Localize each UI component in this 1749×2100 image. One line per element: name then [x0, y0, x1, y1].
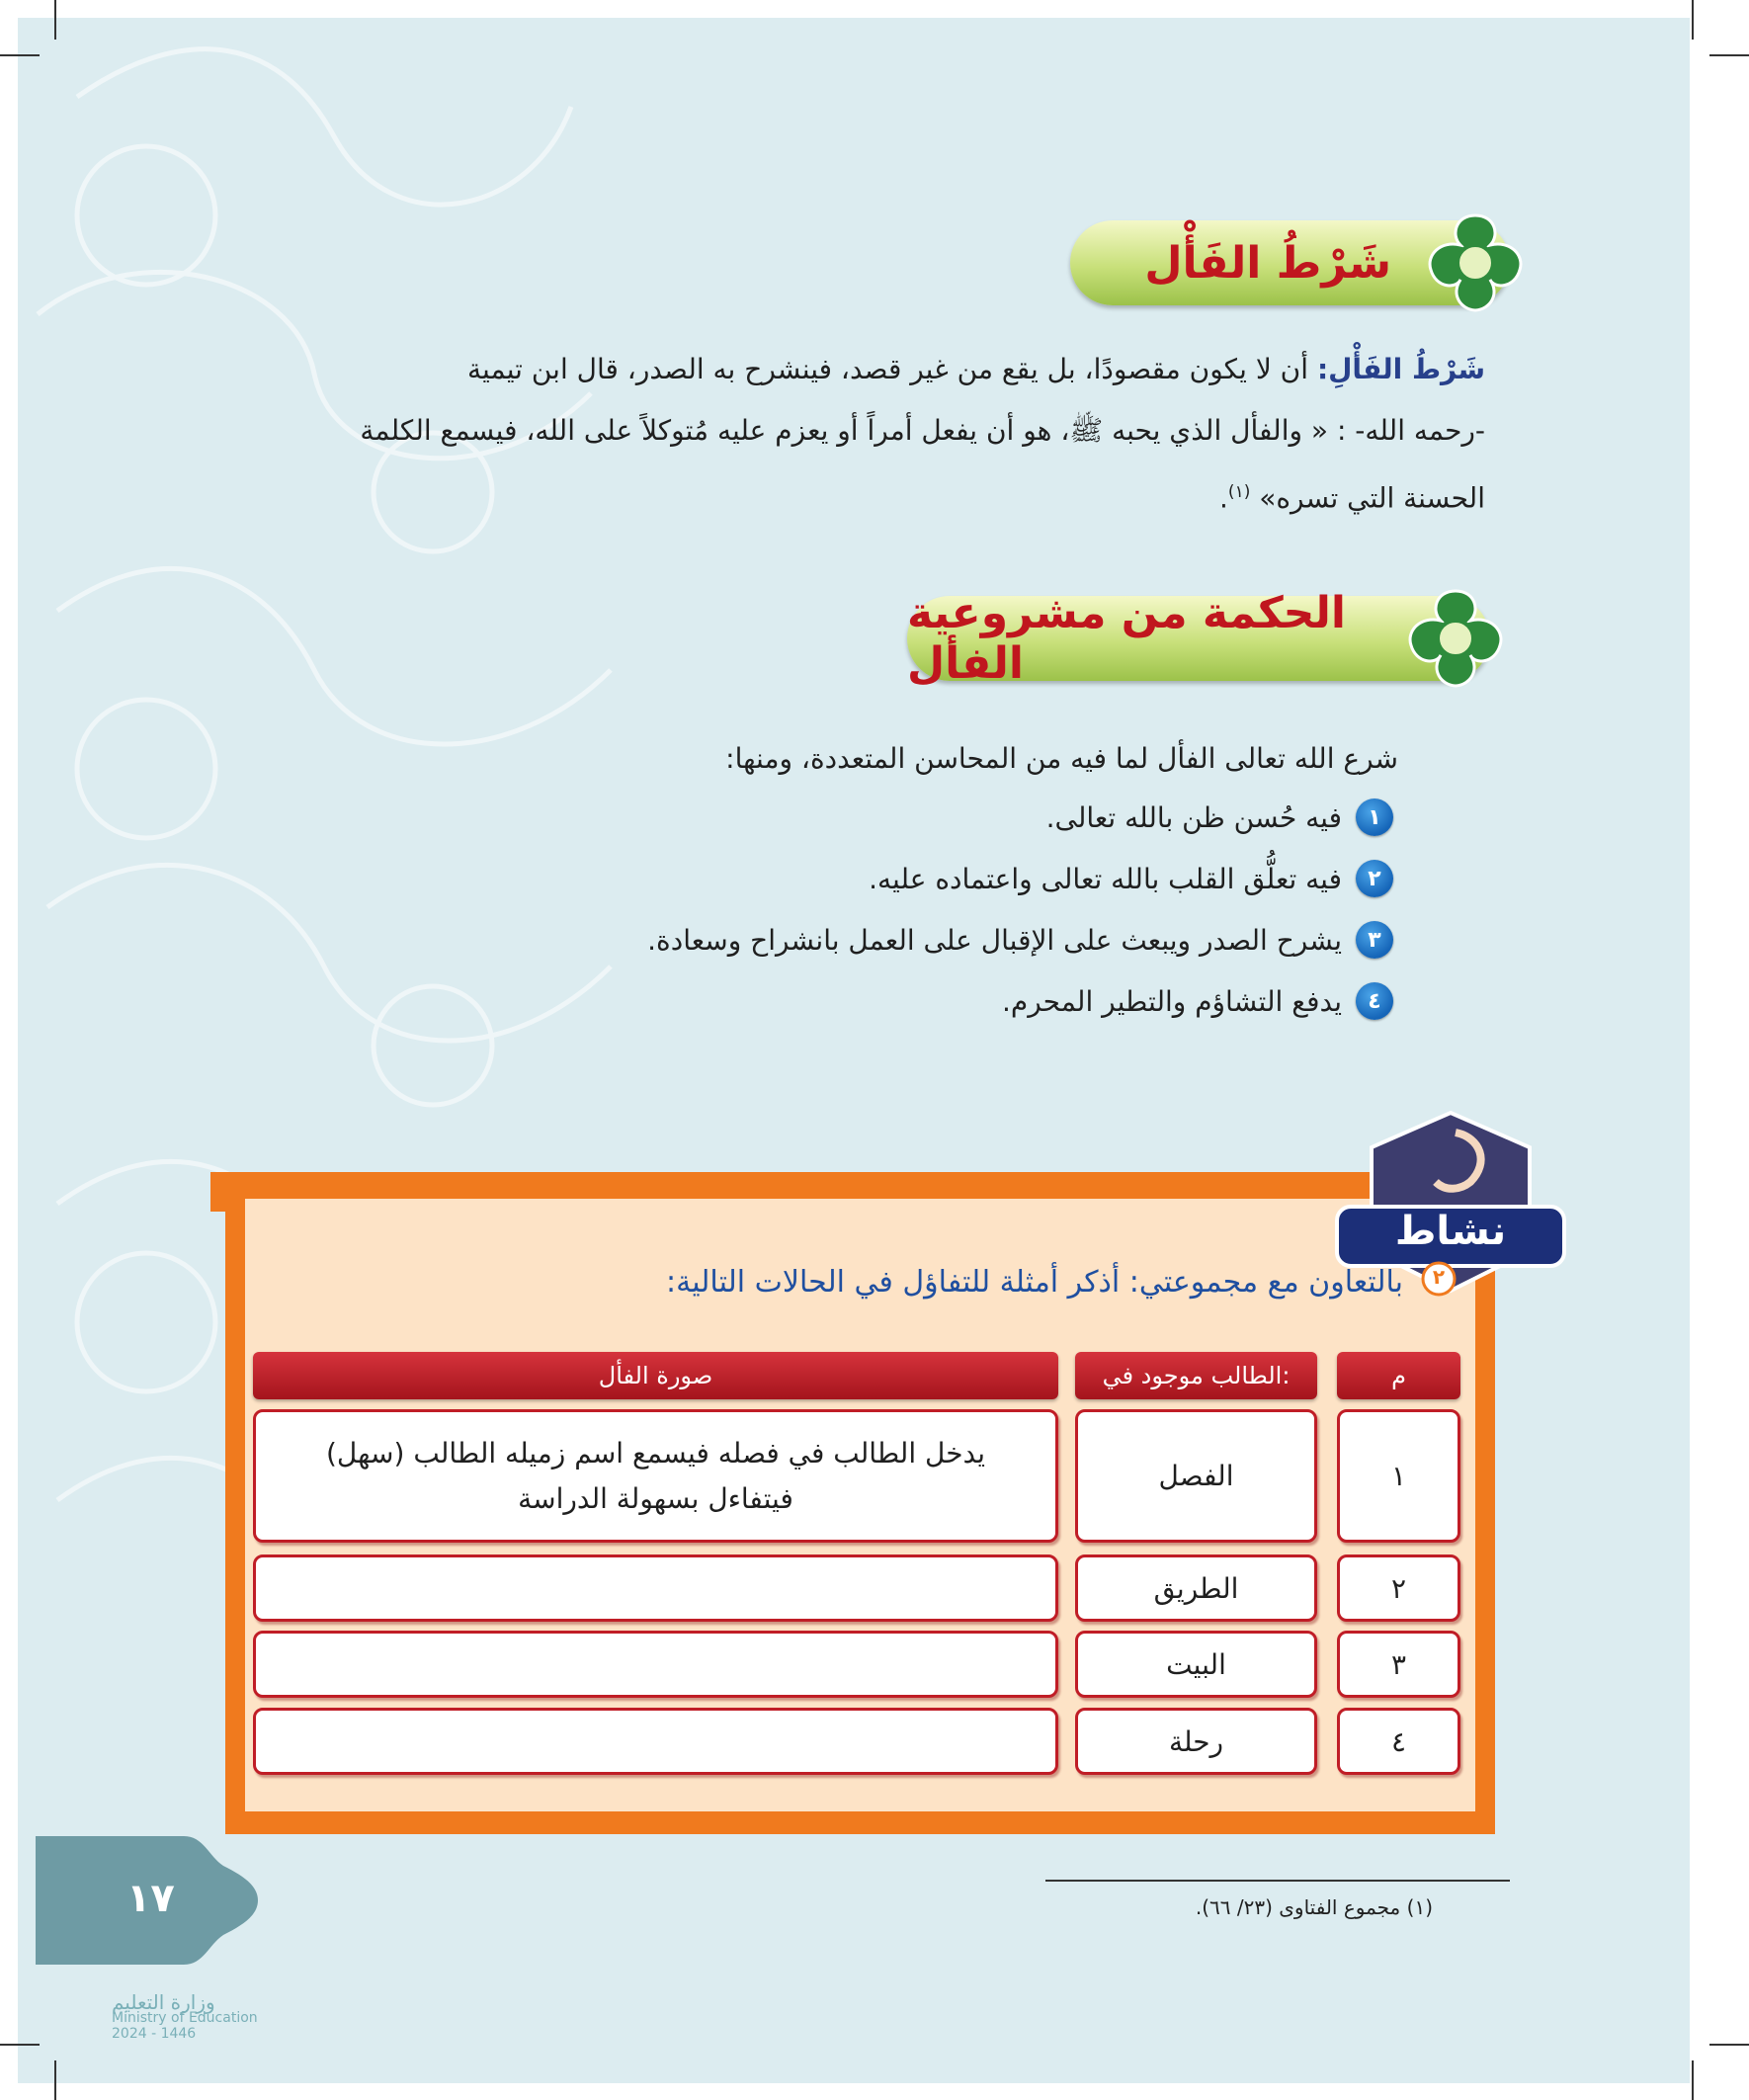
list-number-2: ٢	[1356, 860, 1393, 897]
ministry-year: 2024 - 1446	[112, 2026, 197, 2042]
crop-mark	[0, 2044, 40, 2046]
table-row-3-place: البيت	[1075, 1631, 1317, 1698]
table-row-4-place: رحلة	[1075, 1708, 1317, 1775]
wisdom-intro: شرع الله تعالى الفأل لما فيه من المحاسن المتعددة، ومنها:	[725, 742, 1398, 775]
activity-corner	[210, 1172, 250, 1212]
paragraph-end: .	[1219, 481, 1228, 515]
page-background	[18, 18, 1690, 2083]
crop-mark	[54, 2060, 56, 2100]
paragraph-line2: -رحمه الله- : « والفأل الذي يحبه ﷺ، هو أن يفعل أمراً أو يعزم عليه مُتوكلاً على الله، فيسمع الكلمة	[360, 414, 1485, 447]
table-row-1-example: يدخل الطالب في فصله فيسمع اسم زميله الطالب (سهل) فيتفاءل بسهولة الدراسة	[253, 1409, 1058, 1543]
list-text-3: يشرح الصدر ويبعث على الإقبال على العمل بانشراح وسعادة.	[647, 923, 1342, 957]
table-row-3-example[interactable]	[253, 1631, 1058, 1698]
crop-mark	[0, 54, 40, 56]
activity-badge-number: ٢	[1432, 1265, 1446, 1289]
condition-term: شَرْطُ الفَأْلِ:	[1316, 353, 1485, 385]
table-row-4-example[interactable]	[253, 1708, 1058, 1775]
ornament-icon	[1401, 586, 1510, 691]
ornament-icon	[1421, 210, 1530, 315]
footnote: (١) مجموع الفتاوى (٢٣/ ٦٦).	[1195, 1895, 1433, 1919]
crop-mark	[1709, 54, 1749, 56]
activity-prompt: بالتعاون مع مجموعتي: أذكر أمثلة للتفاؤل في الحالات التالية:	[666, 1265, 1403, 1300]
crop-mark	[1692, 2060, 1694, 2100]
ministry-english: Ministry of Education	[112, 2010, 258, 2026]
table-row-4-num: ٤	[1337, 1708, 1460, 1775]
paragraph-line3: الحسنة التي تسره»	[1250, 481, 1485, 515]
table-row-2-place: الطريق	[1075, 1554, 1317, 1622]
table-row-3-num: ٣	[1337, 1631, 1460, 1698]
list-number-4: ٤	[1356, 982, 1393, 1020]
list-text-2: فيه تعلُّق القلب بالله تعالى واعتماده عليه.	[869, 862, 1342, 895]
ministry-logo	[112, 1990, 258, 2042]
activity-badge-label: نشاط	[1394, 1209, 1507, 1254]
section-title-wisdom-text: الحكمة من مشروعية الفأل	[907, 588, 1346, 689]
list-number-3: ٣	[1356, 921, 1393, 959]
list-number-1: ١	[1356, 798, 1393, 836]
crop-mark	[1692, 0, 1694, 40]
list-item	[1002, 982, 1393, 1020]
crop-mark	[1709, 2044, 1749, 2046]
condition-paragraph	[210, 339, 1485, 529]
table-row-1-place: الفصل	[1075, 1409, 1317, 1543]
footnote-reference: (١)	[1227, 482, 1251, 502]
page-number: ١٧	[126, 1876, 175, 1921]
crop-mark	[54, 0, 56, 40]
table-row-2-example[interactable]	[253, 1554, 1058, 1622]
section-title-condition	[1070, 220, 1510, 305]
table-row-1-num: ١	[1337, 1409, 1460, 1543]
list-item	[647, 921, 1393, 959]
table-row-2-num: ٢	[1337, 1554, 1460, 1622]
footnote-divider	[1045, 1880, 1510, 1882]
paragraph-line1: أن لا يكون مقصودًا، بل يقع من غير قصد، فينشرح به الصدر، قال ابن تيمية	[467, 353, 1317, 385]
table-header-example: صورة الفأل	[253, 1352, 1058, 1399]
list-item	[1046, 798, 1393, 836]
table-header-place: الطالب موجود في:	[1075, 1352, 1317, 1399]
list-item	[869, 860, 1393, 897]
section-title-condition-text: شَرْطُ الفَأْل	[1144, 237, 1391, 289]
ministry-arabic: وزارة التعليم	[112, 1990, 215, 2014]
list-text-4: يدفع التشاؤم والتطير المحرم.	[1001, 984, 1342, 1018]
list-text-1: فيه حُسن ظن بالله تعالى.	[1045, 800, 1342, 834]
section-title-wisdom	[907, 588, 1490, 689]
table-header-num: م	[1337, 1352, 1460, 1399]
